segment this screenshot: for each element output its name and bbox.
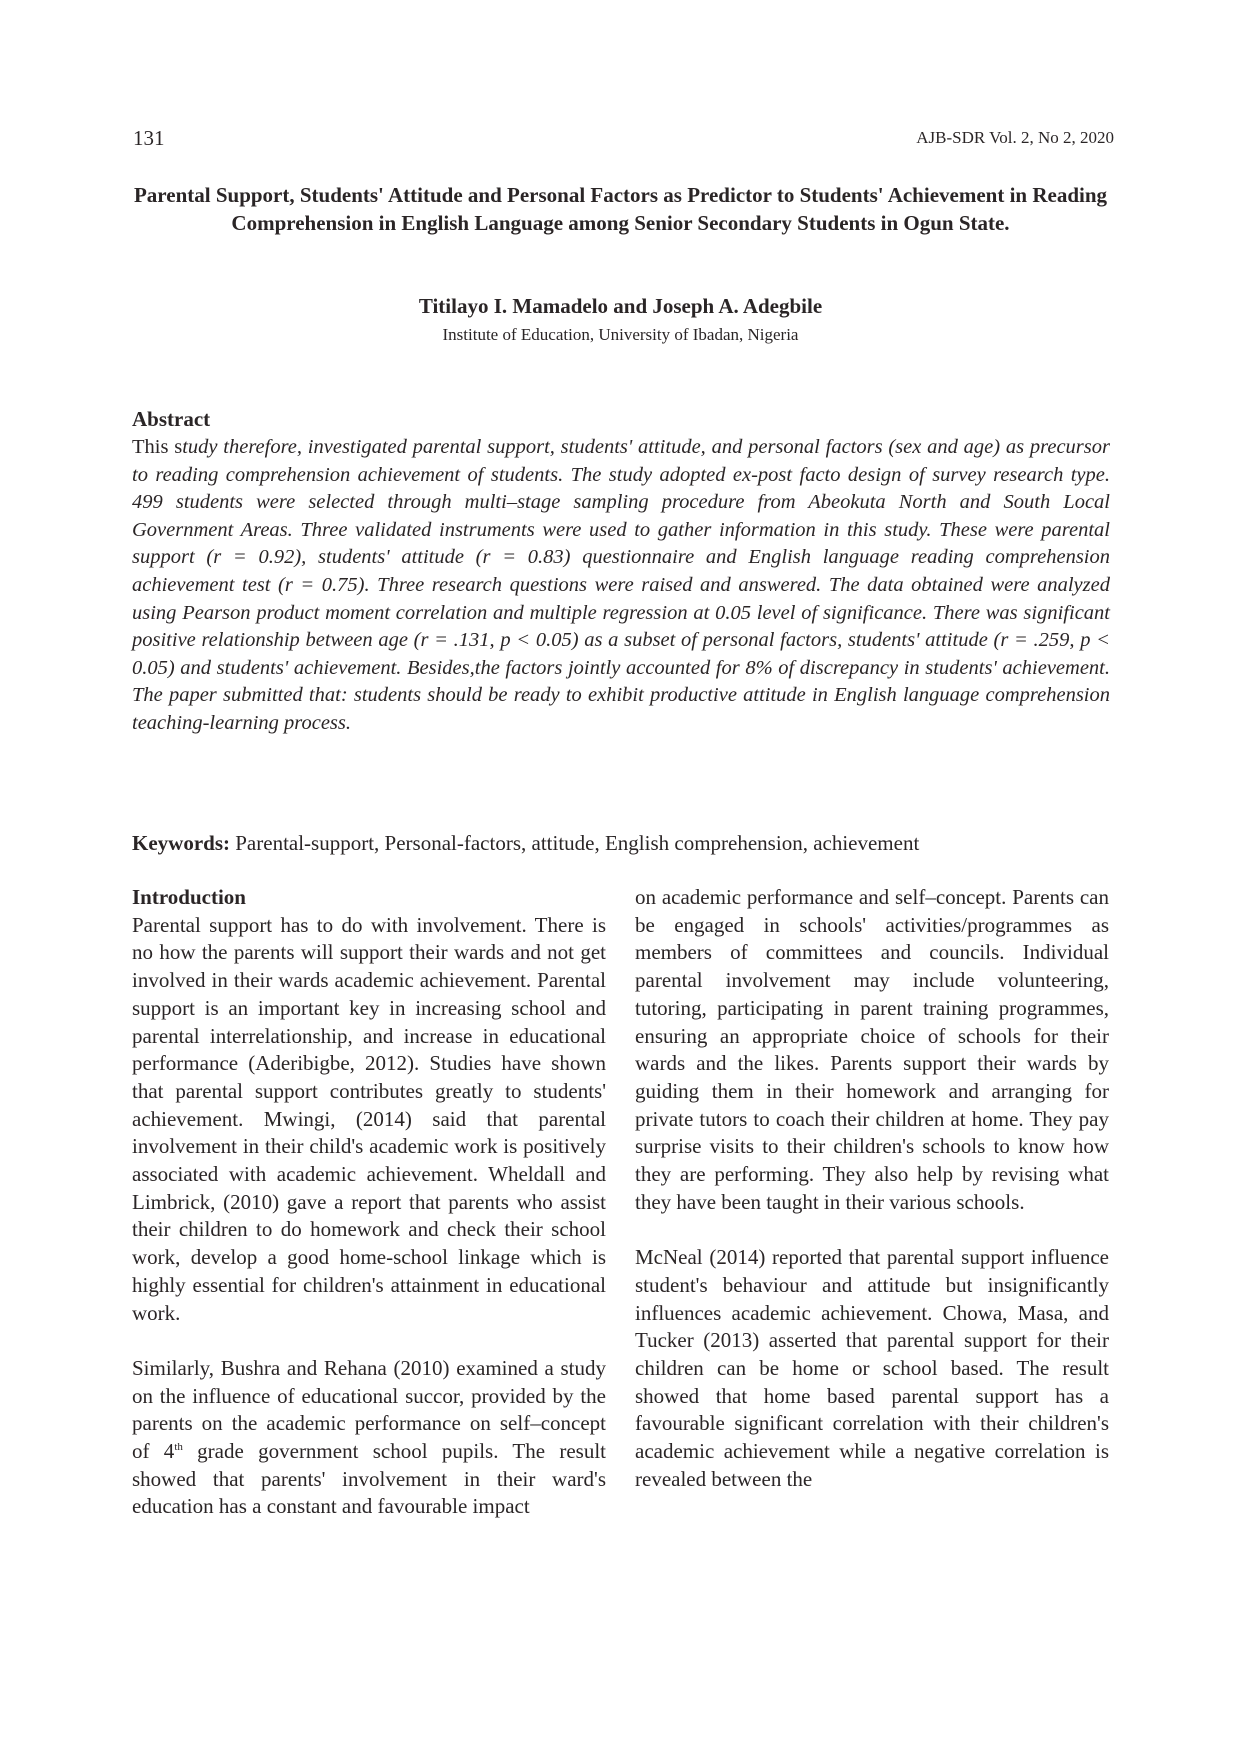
introduction-paragraph-3: McNeal (2014) reported that parental support influence student's behaviour and attitude but insignificantly influences academic achievement. Chowa, Masa, and Tucker (2013) asserted that parental support for their children can be home or school based. The result showed that home based parental support has a favourable significant correlation with their children's academic achievement while a negative correlation is revealed between the [635, 1245, 1109, 1491]
keywords-label: Keywords: [132, 831, 230, 855]
abstract-heading: Abstract [132, 407, 211, 431]
abstract-text: tudy therefore, investigated parental support, students' attitude, and personal factors (sex and age) as precursor to reading comprehension achievement of students. The study adopted ex-post facto design of survey research type. 499 students were selected through multi–stage sampling procedure from Abeokuta North and South Local Government Areas. Three validated instruments were used to gather information in this study. These were parental support (r = 0.92), students' attitude (r = 0.83) questionnaire and English language reading comprehension achievement test (r = 0.75). Three research questions were raised and answered. The data obtained were analyzed using Pearson product moment correlation and multiple regression at 0.05 level of significance. There was significant positive relationship between age (r = .131, p < 0.05) as a subset of personal factors, students' attitude (r = .259, p < 0.05) and students' achievement. Besides,the factors jointly accounted for 8% of discrepancy in students' achievement. The paper submitted that: students should be ready to exhibit productive attitude in English language comprehension teaching-learning process. [132, 436, 1110, 734]
keywords-value: Parental-support, Personal-factors, attitude, English comprehension, achievement [230, 831, 920, 855]
introduction-paragraph-2 [132, 1355, 606, 1521]
ordinal-suffix: th [174, 1441, 183, 1454]
left-column [132, 884, 606, 1521]
introduction-paragraph-2-continued: on academic performance and self–concept. Parents can be engaged in schools' activities/programmes as members of committees and councils. Individual parental involvement may include volunteering, tutoring, participating in parent training programmes, ensuring an appropriate choice of schools for their wards and the likes. Parents support their wards by guiding them in their homework and arranging for private tutors to coach their children at home. They pay surprise visits to their children's schools to know how they are performing. They also help by revising what they have been taught in their various schools. [635, 885, 1109, 1214]
abstract-lead: This s [132, 436, 183, 458]
journal-reference: AJB-SDR Vol. 2, No 2, 2020 [916, 128, 1114, 147]
paragraph-2-text: Similarly, Bushra and Rehana (2010) examined a study on the influence of educational succor, provided by the parents on the academic performance on self–concept of 4 [132, 1355, 606, 1464]
affiliation: Institute of Education, University of Ibadan, Nigeria [442, 325, 799, 344]
paper-title: Parental Support, Students' Attitude and Personal Factors as Predictor to Students' Achievement in Reading Comprehension in English Language among Senior Secondary Students in Ogun State. [133, 183, 1108, 235]
page-number: 131 [133, 126, 165, 150]
paragraph-2-text-end: grade government school pupils. The result showed that parents' involvement in their ward's education has a constant and favourable impact [132, 1439, 606, 1519]
authors: Titilayo I. Mamadelo and Joseph A. Adegbile [418, 294, 823, 318]
introduction-heading: Introduction [132, 885, 246, 909]
keywords [132, 831, 919, 856]
abstract-body [132, 434, 1110, 738]
right-column [635, 884, 1109, 1521]
introduction-paragraph-1: Parental support has to do with involvement. There is no how the parents will support their wards and not get involved in their wards academic achievement. Parental support is an important key in increasing school and parental interrelationship, and increase in educational performance (Aderibigbe, 2012). Studies have shown that parental support contributes greatly to students' achievement. Mwingi, (2014) said that parental involvement in their child's academic work is positively associated with academic achievement. Wheldall and Limbrick, (2010) gave a report that parents who assist their children to do homework and check their school work, develop a good home-school linkage which is highly essential for children's attainment in educational work. [132, 912, 606, 1325]
